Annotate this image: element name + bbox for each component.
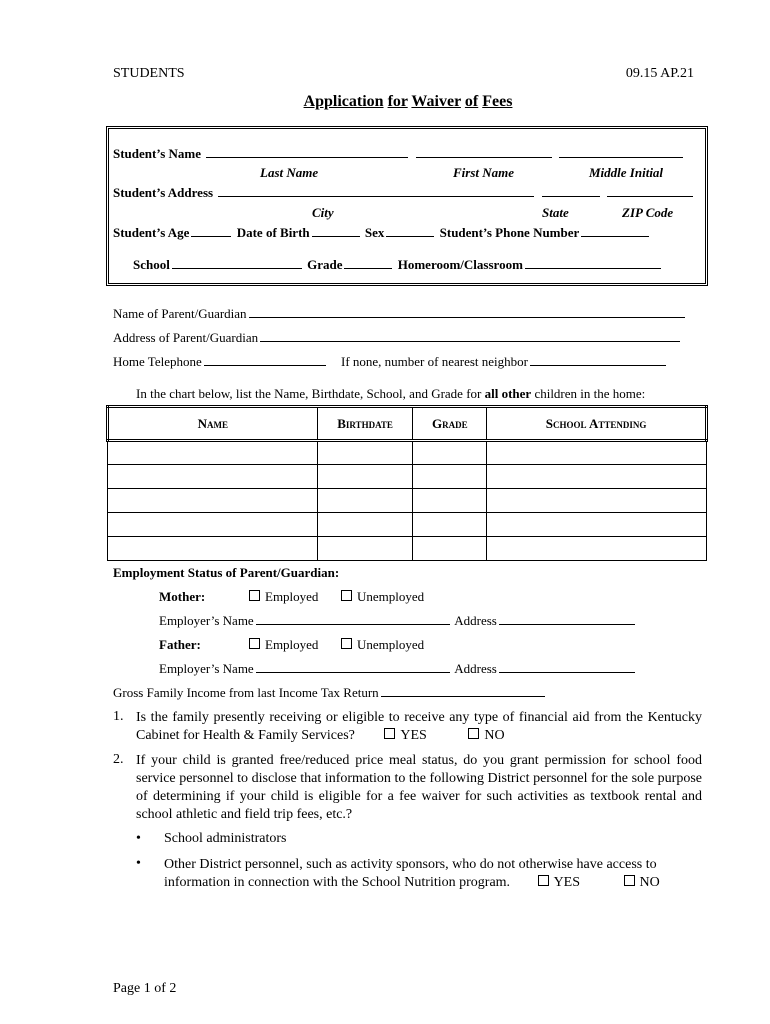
policy-code: 09.15 AP.21 <box>625 66 694 81</box>
neighbor-phone-field[interactable] <box>530 354 666 366</box>
birthdate-cell[interactable] <box>317 465 413 489</box>
student-details-line: Student’s Age Date of Birth Sex Student’s Phone Number <box>113 225 651 241</box>
page-number: Page 1 of 2 <box>113 981 177 996</box>
mother-employer-line: Employer’s Name Address <box>159 613 637 629</box>
income-field[interactable] <box>381 685 545 697</box>
student-name-line: Student’s Name <box>113 146 685 162</box>
q2-yes-option[interactable]: YES <box>538 875 580 890</box>
chart-instructions: In the chart below, list the Name, Birthdate, School, and Grade for all other children in the home: <box>136 386 646 401</box>
parent-address-field[interactable] <box>260 330 680 342</box>
section-label: STUDENTS <box>113 66 185 81</box>
father-employer-field[interactable] <box>256 661 450 673</box>
school-cell[interactable] <box>487 489 707 513</box>
state-field[interactable] <box>542 185 600 197</box>
school-field[interactable] <box>172 257 302 269</box>
birthdate-cell[interactable] <box>317 513 413 537</box>
column-header-grade: Grade <box>413 407 487 441</box>
name-cell[interactable] <box>108 537 318 561</box>
age-field[interactable] <box>191 225 231 237</box>
grade-cell[interactable] <box>413 537 487 561</box>
first-name-caption: First Name <box>453 165 515 180</box>
table-row <box>108 513 707 537</box>
bullet-icon: • <box>136 856 141 871</box>
mother-employer-address-field[interactable] <box>499 613 635 625</box>
question-2: If your child is granted free/reduced price meal status, do you grant permission for school food service personnel to disclose that information to the following District personnel for the sole purpose of determining if your child is eligible for a fee waiver for such activities as textbook rental and school athletic and field trip fees, etc.? <box>136 753 702 822</box>
parent-name-field[interactable] <box>249 306 685 318</box>
table-row <box>108 465 707 489</box>
name-cell[interactable] <box>108 513 318 537</box>
employment-heading: Employment Status of Parent/Guardian: <box>113 565 340 580</box>
checkbox-icon[interactable] <box>341 590 352 601</box>
checkbox-icon[interactable] <box>624 875 635 886</box>
middle-initial-caption: Middle Initial <box>589 165 664 180</box>
checkbox-icon[interactable] <box>249 590 260 601</box>
checkbox-icon[interactable] <box>468 728 479 739</box>
checkbox-icon[interactable] <box>538 875 549 886</box>
table-header-row <box>108 407 707 441</box>
bullet-school-administrators: School administrators <box>164 831 287 846</box>
grade-cell[interactable] <box>413 441 487 465</box>
table-row <box>108 489 707 513</box>
checkbox-icon[interactable] <box>341 638 352 649</box>
mother-unemployed-option[interactable]: Unemployed <box>341 589 424 605</box>
father-label: Father: <box>159 637 201 652</box>
table-row <box>108 537 707 561</box>
zip-field[interactable] <box>607 185 693 197</box>
bullet-other-personnel: Other District personnel, such as activity sponsors, who do not otherwise have access to information in connection with the School Nutrition program. YES NO <box>164 857 660 890</box>
mother-employer-field[interactable] <box>256 613 450 625</box>
column-header-birthdate: Birthdate <box>317 407 413 441</box>
name-cell[interactable] <box>108 441 318 465</box>
state-caption: State <box>542 205 569 220</box>
q2-no-option[interactable]: NO <box>624 875 660 890</box>
checkbox-icon[interactable] <box>384 728 395 739</box>
school-cell[interactable] <box>487 537 707 561</box>
home-telephone-field[interactable] <box>204 354 326 366</box>
question-1: Is the family presently receiving or eligible to receive any type of financial aid from the Kentucky Cabinet for Health & Family Services? YES NO <box>136 710 702 743</box>
first-name-field[interactable] <box>416 146 552 158</box>
homeroom-field[interactable] <box>525 257 661 269</box>
city-field[interactable] <box>218 185 534 197</box>
grade-cell[interactable] <box>413 489 487 513</box>
grade-field[interactable] <box>344 257 392 269</box>
name-cell[interactable] <box>108 465 318 489</box>
father-unemployed-option[interactable]: Unemployed <box>341 637 424 653</box>
school-line: School Grade Homeroom/Classroom <box>133 257 663 273</box>
other-children-table <box>106 405 708 561</box>
column-header-name: Name <box>108 407 318 441</box>
name-cell[interactable] <box>108 489 318 513</box>
student-phone-field[interactable] <box>581 225 649 237</box>
q1-no-option[interactable]: NO <box>468 728 504 743</box>
mother-label: Mother: <box>159 589 206 604</box>
bullet-icon: • <box>136 831 141 846</box>
birthdate-cell[interactable] <box>317 489 413 513</box>
column-header-school: School Attending <box>487 407 707 441</box>
grade-cell[interactable] <box>413 513 487 537</box>
parent-name-line: Name of Parent/Guardian <box>113 306 687 322</box>
q1-yes-option[interactable]: YES <box>384 728 426 743</box>
home-telephone-line: Home Telephone If none, number of nearest neighbor <box>113 354 668 370</box>
page-title: Application for Waiver of Fees <box>303 93 513 110</box>
city-caption: City <box>312 205 334 220</box>
parent-address-line: Address of Parent/Guardian <box>113 330 682 346</box>
sex-field[interactable] <box>386 225 434 237</box>
checkbox-icon[interactable] <box>249 638 260 649</box>
dob-field[interactable] <box>312 225 360 237</box>
zip-caption: ZIP Code <box>622 205 674 220</box>
question-1-number: 1. <box>113 709 124 724</box>
mother-employed-option[interactable]: Employed <box>249 589 318 605</box>
last-name-caption: Last Name <box>260 165 319 180</box>
father-employer-line: Employer’s Name Address <box>159 661 637 677</box>
grade-cell[interactable] <box>413 465 487 489</box>
table-row <box>108 441 707 465</box>
father-employed-option[interactable]: Employed <box>249 637 318 653</box>
school-cell[interactable] <box>487 465 707 489</box>
school-cell[interactable] <box>487 513 707 537</box>
income-line: Gross Family Income from last Income Tax Return <box>113 685 547 701</box>
school-cell[interactable] <box>487 441 707 465</box>
question-2-number: 2. <box>113 752 124 767</box>
last-name-field[interactable] <box>206 146 408 158</box>
father-employer-address-field[interactable] <box>499 661 635 673</box>
birthdate-cell[interactable] <box>317 537 413 561</box>
middle-initial-field[interactable] <box>559 146 683 158</box>
student-address-line: Student’s Address <box>113 185 695 201</box>
birthdate-cell[interactable] <box>317 441 413 465</box>
